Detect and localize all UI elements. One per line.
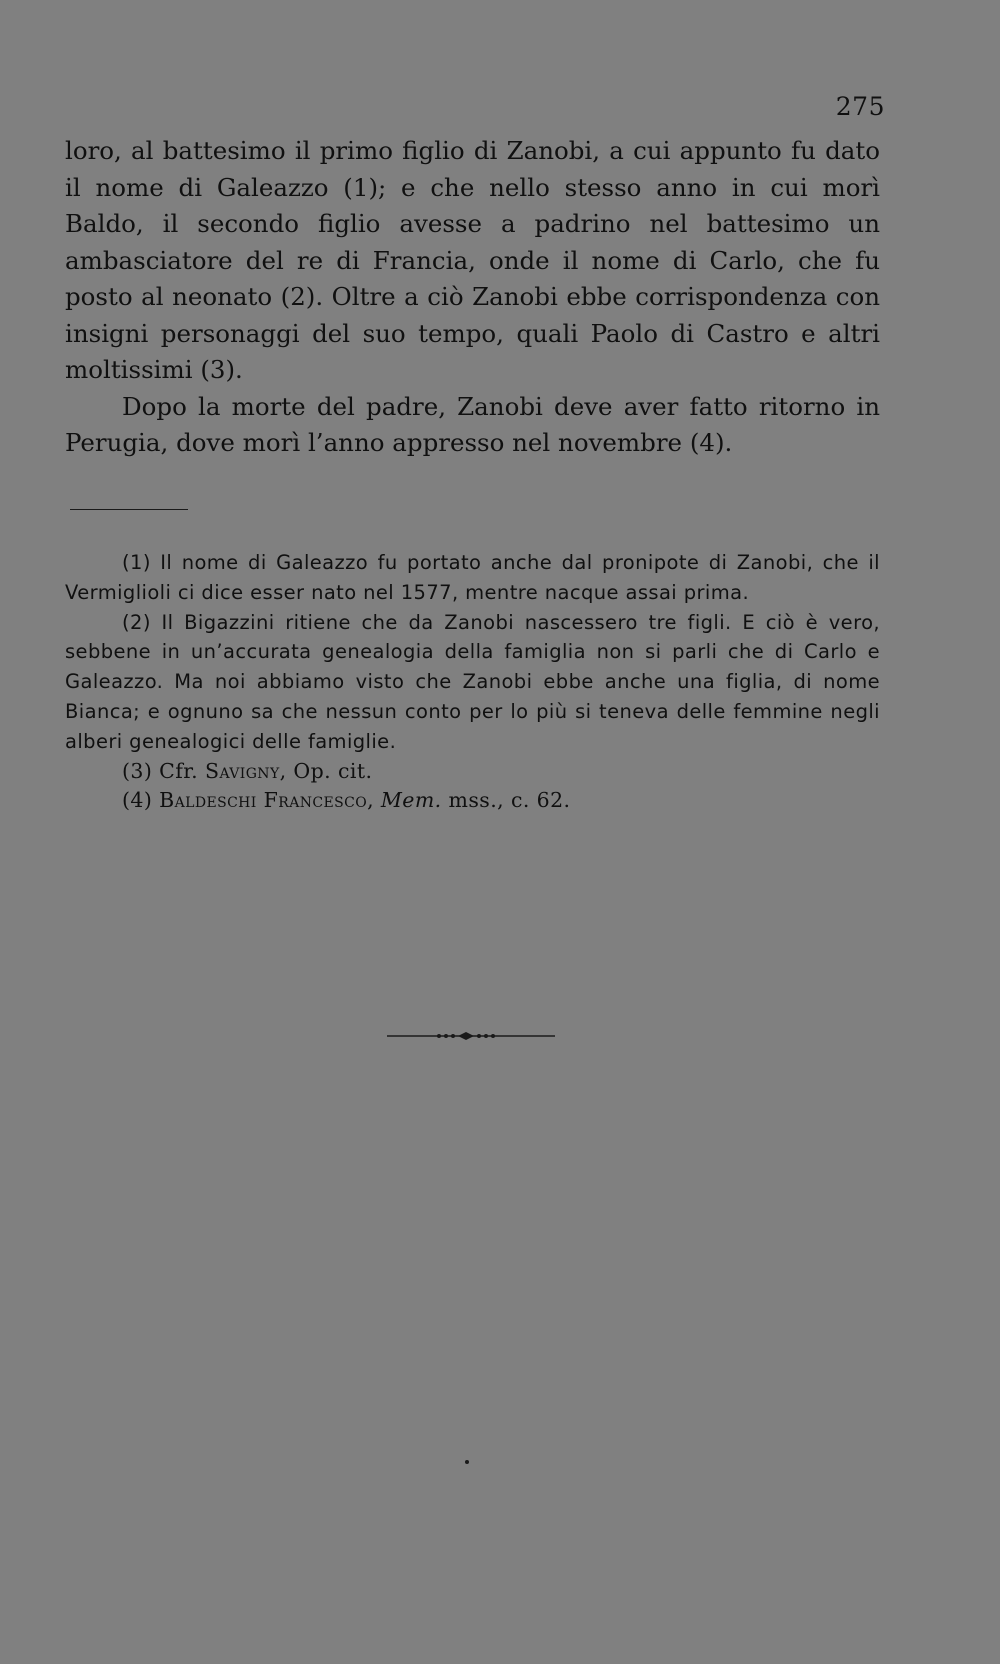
ink-speck: [465, 1460, 469, 1464]
body-paragraph: Dopo la morte del padre, Zanobi deve aver fatto ritorno in Perugia, dove morì l’anno appresso nel novembre (4).: [65, 391, 880, 457]
footnote-3-prefix: (3) Cfr.: [122, 758, 206, 783]
footnote-3: [65, 757, 880, 787]
footnote-4-sep: ,: [367, 788, 381, 813]
end-ornament: [387, 1026, 555, 1046]
footnote-4-author: Baldeschi Francesco: [159, 788, 368, 813]
page-number: 275: [835, 92, 885, 121]
footnote-4-rest: mss., c. 62.: [441, 788, 571, 813]
footnote-rule: [70, 509, 188, 510]
footnote-1: (1) Il nome di Galeazzo fu portato anche dal pronipote di Zanobi, che il Vermiglioli ci dice esser nato nel 1577, mentre nacque assai prima.: [65, 551, 880, 604]
footnote-4-prefix: (4): [122, 788, 160, 813]
footnotes: [65, 548, 880, 816]
footnote-4: [65, 786, 880, 816]
footnote-2: (2) Il Bigazzini ritiene che da Zanobi nascessero tre figli. E ciò è vero, sebbene in un’accurata genealogia della famiglia non si parli che di Carlo e Galeazzo. Ma noi abbiamo visto che Zanobi ebbe anche una figlia, di nome Bianca; e ognuno sa che nessun conto per lo più si teneva delle femmine negli alberi genealogici delle famiglie.: [65, 610, 880, 753]
footnote-3-author: Savigny: [205, 758, 280, 783]
main-text: [65, 133, 880, 462]
footnote-3-rest: , Op. cit.: [279, 758, 373, 783]
body-paragraph: loro, al battesimo il primo figlio di Zanobi, a cui appunto fu dato il nome di Galeazzo (1); e che nello stesso anno in cui morì Baldo, il secondo figlio avesse a padrino nel battesimo un ambasciatore del re di Francia, onde il nome di Carlo, che fu posto al neonato (2). Oltre a ciò Zanobi ebbe corrispondenza con insigni personaggi del suo tempo, quali Paolo di Castro e altri moltissimi (3).: [65, 136, 880, 384]
footnote-4-title: Mem.: [380, 788, 442, 813]
